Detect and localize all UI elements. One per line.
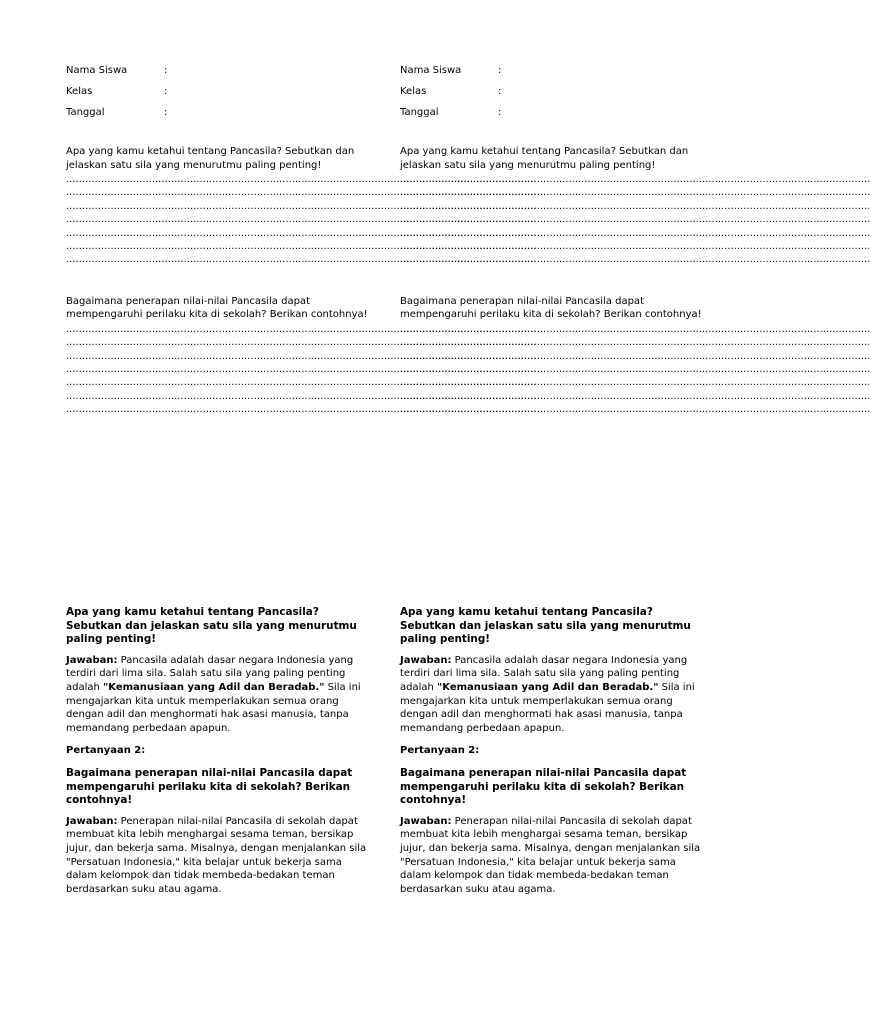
answer-1-highlight: "Kemanusiaan yang Adil dan Beradab." (103, 681, 325, 693)
question-2-text: Bagaimana penerapan nilai-nilai Pancasila dapat mempengaruhi perilaku kita di sekolah? Berikan contohnya! (400, 295, 702, 321)
dotted-answer-line: .................................................................................................................................................... (400, 337, 870, 349)
dotted-answer-line: .................................................................................................................................................... (66, 337, 537, 349)
answer-lines-1 (66, 173, 537, 267)
answer-1-text: Pancasila adalah dasar negara Indonesia yang terdiri dari lima sila. Salah satu sila yang paling penting adalah (66, 654, 354, 693)
field-kelas (66, 85, 368, 106)
worksheet-right (400, 64, 870, 416)
answer-1-text-end: Sila ini mengajarkan kita untuk memperlakukan semua orang dengan adil dan menghormati hak asasi manusia, tanpa memandang perbedaan apapun. (66, 681, 361, 734)
answer-1-text-end: Sila ini mengajarkan kita untuk memperlakukan semua orang dengan adil dan menghormati hak asasi manusia, tanpa memandang perbedaan apapun. (400, 681, 695, 734)
dotted-answer-line: .................................................................................................................................................... (400, 214, 870, 226)
answer-1-paragraph (66, 654, 368, 736)
answer-label: Jawaban: (400, 654, 452, 666)
dotted-answer-line: .................................................................................................................................................... (66, 390, 537, 402)
dotted-answer-line: .................................................................................................................................................... (66, 377, 537, 389)
answer-key-question-1: Apa yang kamu ketahui tentang Pancasila? Sebutkan dan jelaskan satu sila yang menurutmu paling penting! (66, 606, 357, 646)
field-label: Nama Siswa (66, 65, 128, 76)
field-colon: : (164, 107, 168, 118)
dotted-answer-line: .................................................................................................................................................... (400, 390, 870, 402)
answer-key-question-2: Bagaimana penerapan nilai-nilai Pancasila dapat mempengaruhi perilaku kita di sekolah? Berikan contohnya! (66, 766, 353, 807)
field-nama-siswa (400, 64, 702, 85)
answer-label: Jawaban: (66, 654, 118, 666)
dotted-answer-line: .................................................................................................................................................... (66, 214, 537, 226)
question-2-heading: Pertanyaan 2: (400, 745, 480, 757)
dotted-answer-line: .................................................................................................................................................... (66, 174, 537, 185)
dotted-answer-line: .................................................................................................................................................... (400, 323, 870, 335)
field-colon: : (498, 65, 502, 76)
field-label: Kelas (66, 86, 93, 97)
field-label: Tanggal (400, 107, 439, 118)
answer-lines-2 (66, 323, 537, 417)
dotted-answer-line: .................................................................................................................................................... (400, 254, 870, 266)
answer-key-question-2: Bagaimana penerapan nilai-nilai Pancasila dapat mempengaruhi perilaku kita di sekolah? Berikan contohnya! (400, 766, 687, 807)
answer-2-text: Penerapan nilai-nilai Pancasila di sekolah dapat membuat kita lebih menghargai sesama teman, bersikap jujur, dan bekerja sama. Misalnya, dengan menjalankan sila "Persatuan Indonesia," kita belajar untuk bekerja sama dalam kelompok dan tidak membeda-bedakan teman berdasarkan suku atau agama. (66, 815, 367, 895)
field-colon: : (164, 65, 168, 76)
question-1-text: Apa yang kamu ketahui tentang Pancasila? Sebutkan dan jelaskan satu sila yang menurutmu paling penting! (400, 146, 689, 171)
field-nama-siswa (66, 64, 368, 85)
dotted-answer-line: .................................................................................................................................................... (400, 404, 870, 416)
answer-lines-1 (400, 173, 870, 267)
answer-2-paragraph (66, 815, 368, 897)
dotted-answer-line: .................................................................................................................................................... (66, 363, 537, 375)
answer-1-highlight: "Kemanusiaan yang Adil dan Beradab." (437, 681, 659, 693)
answer-2-paragraph (400, 815, 702, 897)
answer-key-left (66, 606, 368, 896)
field-label: Kelas (400, 86, 427, 97)
worksheet-left (66, 64, 537, 416)
answer-label: Jawaban: (400, 815, 452, 827)
dotted-answer-line: .................................................................................................................................................... (66, 323, 537, 335)
dotted-answer-line: .................................................................................................................................................... (400, 187, 870, 199)
field-colon: : (498, 86, 502, 97)
dotted-answer-line: .................................................................................................................................................... (400, 174, 870, 185)
dotted-answer-line: .................................................................................................................................................... (66, 350, 537, 362)
dotted-answer-line: .................................................................................................................................................... (400, 350, 870, 362)
field-tanggal (400, 106, 702, 127)
answer-1-text: Pancasila adalah dasar negara Indonesia yang terdiri dari lima sila. Salah satu sila yang paling penting adalah (400, 654, 688, 693)
dotted-answer-line: .................................................................................................................................................... (66, 240, 537, 252)
dotted-answer-line: .................................................................................................................................................... (400, 227, 870, 239)
dotted-answer-line: .................................................................................................................................................... (400, 240, 870, 252)
answer-key-right (400, 606, 702, 896)
dotted-answer-line: .................................................................................................................................................... (400, 200, 870, 212)
field-kelas (400, 85, 702, 106)
dotted-answer-line: .................................................................................................................................................... (66, 187, 537, 199)
dotted-answer-line: .................................................................................................................................................... (66, 200, 537, 212)
answer-label: Jawaban: (66, 815, 118, 827)
field-colon: : (164, 86, 168, 97)
dotted-answer-line: .................................................................................................................................................... (66, 404, 537, 416)
question-2-text: Bagaimana penerapan nilai-nilai Pancasila dapat mempengaruhi perilaku kita di sekolah? Berikan contohnya! (66, 295, 368, 321)
dotted-answer-line: .................................................................................................................................................... (66, 227, 537, 239)
dotted-answer-line: .................................................................................................................................................... (400, 377, 870, 389)
answer-lines-2 (400, 323, 870, 417)
field-label: Nama Siswa (400, 65, 462, 76)
dotted-answer-line: .................................................................................................................................................... (400, 363, 870, 375)
field-colon: : (498, 107, 502, 118)
field-tanggal (66, 106, 368, 127)
dotted-answer-line: .................................................................................................................................................... (66, 254, 537, 266)
question-2-heading: Pertanyaan 2: (66, 745, 146, 757)
question-1-text: Apa yang kamu ketahui tentang Pancasila? Sebutkan dan jelaskan satu sila yang menurutmu paling penting! (66, 146, 355, 171)
answer-key-question-1: Apa yang kamu ketahui tentang Pancasila? Sebutkan dan jelaskan satu sila yang menurutmu paling penting! (400, 606, 691, 646)
answer-2-text: Penerapan nilai-nilai Pancasila di sekolah dapat membuat kita lebih menghargai sesama teman, bersikap jujur, dan bekerja sama. Misalnya, dengan menjalankan sila "Persatuan Indonesia," kita belajar untuk bekerja sama dalam kelompok dan tidak membeda-bedakan teman berdasarkan suku atau agama. (400, 815, 701, 895)
answer-1-paragraph (400, 654, 702, 736)
field-label: Tanggal (66, 107, 105, 118)
